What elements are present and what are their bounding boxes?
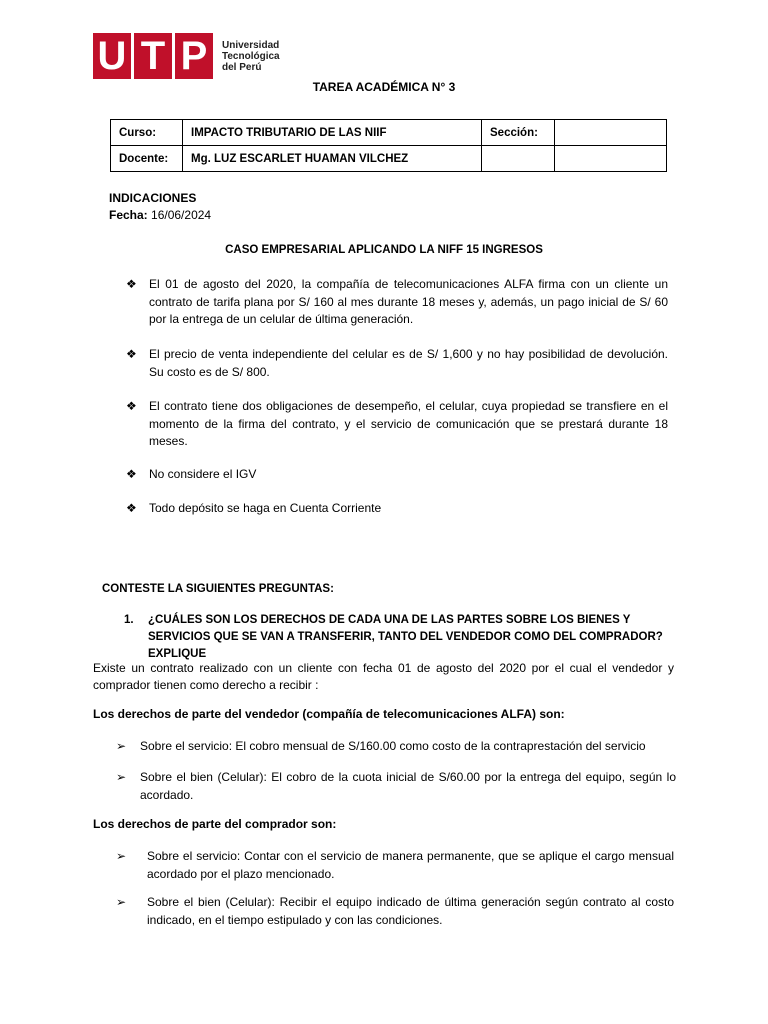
- diamond-bullet-icon: ❖: [126, 399, 137, 413]
- list-item: ❖ El precio de venta independiente del celular es de S/ 1,600 y no hay posibilidad de devolución. Su costo es de S/ 800.: [126, 347, 668, 379]
- empty-cell: [482, 146, 555, 172]
- utp-logo: [93, 33, 280, 79]
- indicaciones-block: [109, 190, 211, 224]
- arrow-bullet-icon: ➢: [116, 739, 127, 753]
- list-item: ❖ El contrato tiene dos obligaciones de desempeño, el celular, cuya propiedad se transfiere en el momento de la firma del contrato, y el servicio de comunicación que se prestará durante 18 meses.: [126, 399, 668, 448]
- document-title: TAREA ACADÉMICA N° 3: [312, 80, 456, 94]
- diamond-bullet-icon: ❖: [126, 501, 137, 515]
- arrow-bullet-icon: ➢: [116, 770, 127, 784]
- diamond-bullet-icon: ❖: [126, 467, 137, 481]
- list-item: ❖ Todo depósito se haga en Cuenta Corriente: [126, 500, 668, 518]
- list-item: ❖ El 01 de agosto del 2020, la compañía de telecomunicaciones ALFA firma con un cliente un contrato de tarifa plana por S/ 160 al mes durante 18 meses y, además, un pago inicial de S/ 60 por la entrega de un celular de última generación.: [126, 277, 668, 326]
- list-item: ❖ No considere el IGV: [126, 466, 668, 484]
- section-heading: CONTESTE LA SIGUIENTES PREGUNTAS:: [102, 583, 334, 595]
- table-row: [111, 146, 667, 172]
- list-item: ➢ Sobre el servicio: Contar con el servicio de manera permanente, que se aplique el cargo mensual acordado por el plazo mencionado.: [116, 849, 674, 881]
- question-1: [124, 612, 674, 663]
- fecha-line: [109, 207, 211, 224]
- table-row: [111, 120, 667, 146]
- seccion-label: Sección:: [482, 120, 555, 146]
- fecha-label: Fecha:: [109, 208, 148, 222]
- docente-label: Docente:: [111, 146, 183, 172]
- case-title: CASO EMPRESARIAL APLICANDO LA NIFF 15 INGRESOS: [225, 244, 543, 256]
- diamond-bullet-icon: ❖: [126, 347, 137, 361]
- logo-letter-u: U: [93, 33, 131, 79]
- curso-label: Curso:: [111, 120, 183, 146]
- logo-letter-p: P: [175, 33, 213, 79]
- logo-university-name: Universidad Tecnológica del Perú: [222, 39, 280, 73]
- indicaciones-label: INDICACIONES: [109, 191, 197, 205]
- arrow-bullet-icon: ➢: [116, 849, 127, 863]
- diamond-bullet-icon: ❖: [126, 277, 137, 291]
- list-item: ➢ Sobre el servicio: El cobro mensual de S/160.00 como costo de la contraprestación del servicio: [116, 738, 676, 756]
- arrow-bullet-icon: ➢: [116, 895, 127, 909]
- answer-intro: Existe un contrato realizado con un cliente con fecha 01 de agosto del 2020 por el cual el vendedor y comprador tienen como derecho a recibir :: [93, 661, 674, 692]
- list-item: ➢ Sobre el bien (Celular): Recibir el equipo indicado de última generación según contrato al costo indicado, en el tiempo estipulado y con las condiciones.: [116, 895, 674, 927]
- seccion-value: [555, 120, 667, 146]
- docente-value: Mg. LUZ ESCARLET HUAMAN VILCHEZ: [183, 146, 482, 172]
- question-number: 1.: [124, 614, 134, 626]
- vendedor-heading: Los derechos de parte del vendedor (compañía de telecomunicaciones ALFA) son:: [93, 707, 565, 721]
- list-item: ➢ Sobre el bien (Celular): El cobro de la cuota inicial de S/60.00 por la entrega del equipo, según lo acordado.: [116, 770, 676, 802]
- logo-letter-t: T: [134, 33, 172, 79]
- fecha-value: 16/06/2024: [151, 208, 212, 222]
- curso-value: IMPACTO TRIBUTARIO DE LAS NIIF: [183, 120, 482, 146]
- course-info-table: [110, 119, 667, 172]
- question-text: ¿CUÁLES SON LOS DERECHOS DE CADA UNA DE LAS PARTES SOBRE LOS BIENES Y SERVICIOS QUE SE VAN A TRANSFERIR, TANTO DEL VENDEDOR COMO DEL COMPRADOR? EXPLIQUE: [148, 614, 663, 660]
- comprador-heading: Los derechos de parte del comprador son:: [93, 817, 337, 831]
- empty-cell: [555, 146, 667, 172]
